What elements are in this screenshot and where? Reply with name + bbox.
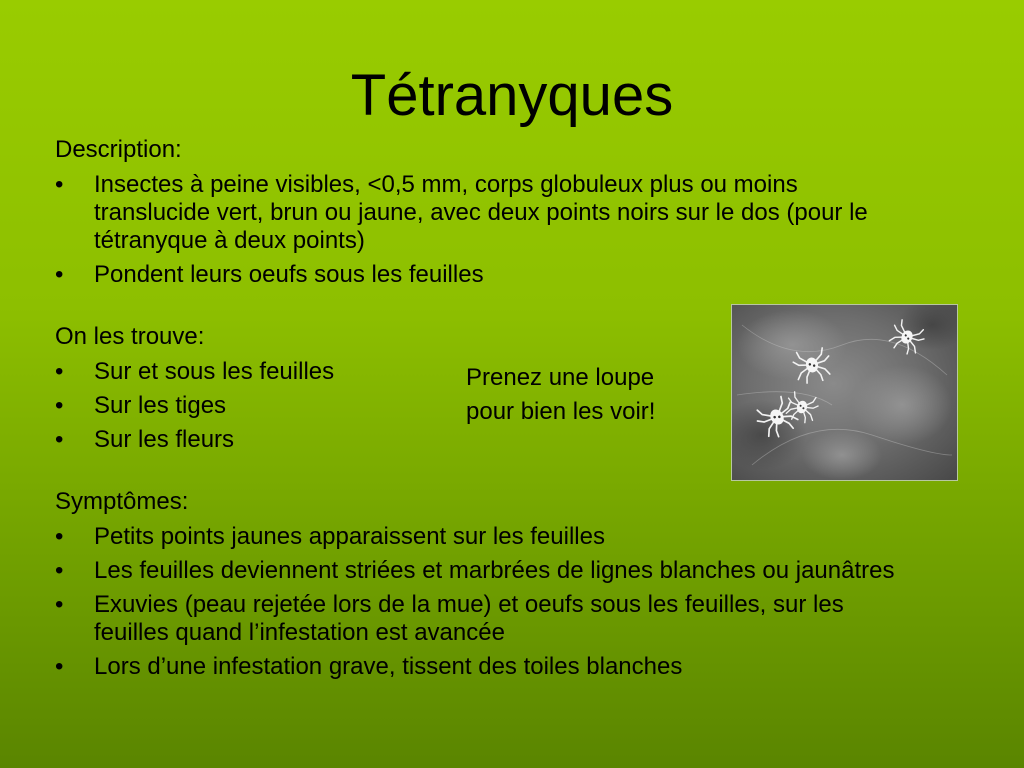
symptoms-heading: Symptômes: [55, 488, 189, 515]
description-heading: Description: [55, 136, 182, 163]
list-item-text: Sur et sous les feuilles [94, 358, 335, 385]
list-item-text: Petits points jaunes apparaissent sur les feuilles [94, 523, 605, 550]
bullet-glyph: • [55, 653, 64, 680]
list-item-text: Exuvies (peau rejetée lors de la mue) et oeufs sous les feuilles, sur les feuilles quand l’infestation est avancée [94, 591, 844, 646]
list-item [55, 171, 914, 255]
list-item-text: Lors d’une infestation grave, tissent des toiles blanches [94, 653, 683, 680]
bullet-glyph: • [55, 523, 64, 550]
bullet-glyph: • [55, 591, 64, 618]
list-item-text: Les feuilles deviennent striées et marbrées de lignes blanches ou jaunâtres [94, 557, 895, 584]
list-item [55, 261, 914, 289]
slide-title: Tétranyques [350, 63, 674, 128]
bullet-glyph: • [55, 358, 64, 385]
note-line: pour bien les voir! [466, 398, 656, 425]
magnifier-note [466, 361, 655, 429]
description-list [55, 171, 935, 289]
spider-mite-photo [731, 304, 958, 481]
list-item-text: Insectes à peine visibles, <0,5 mm, corps globuleux plus ou moins translucide vert, brun ou jaune, avec deux points noirs sur le dos (pour le tétranyque à deux points) [94, 171, 868, 254]
symptoms-list [55, 523, 935, 681]
bullet-glyph: • [55, 426, 64, 453]
list-item [55, 523, 914, 551]
note-line: Prenez une loupe [466, 364, 655, 391]
bullet-glyph: • [55, 261, 64, 288]
list-item-text: Sur les fleurs [94, 426, 235, 453]
list-item-text: Sur les tiges [94, 392, 227, 419]
bullet-glyph: • [55, 392, 64, 419]
bullet-glyph: • [55, 171, 64, 198]
bullet-glyph: • [55, 557, 64, 584]
list-item [55, 591, 914, 647]
list-item [55, 653, 914, 681]
list-item-text: Pondent leurs oeufs sous les feuilles [94, 261, 484, 288]
list-item [55, 557, 914, 585]
location-heading: On les trouve: [55, 323, 205, 350]
